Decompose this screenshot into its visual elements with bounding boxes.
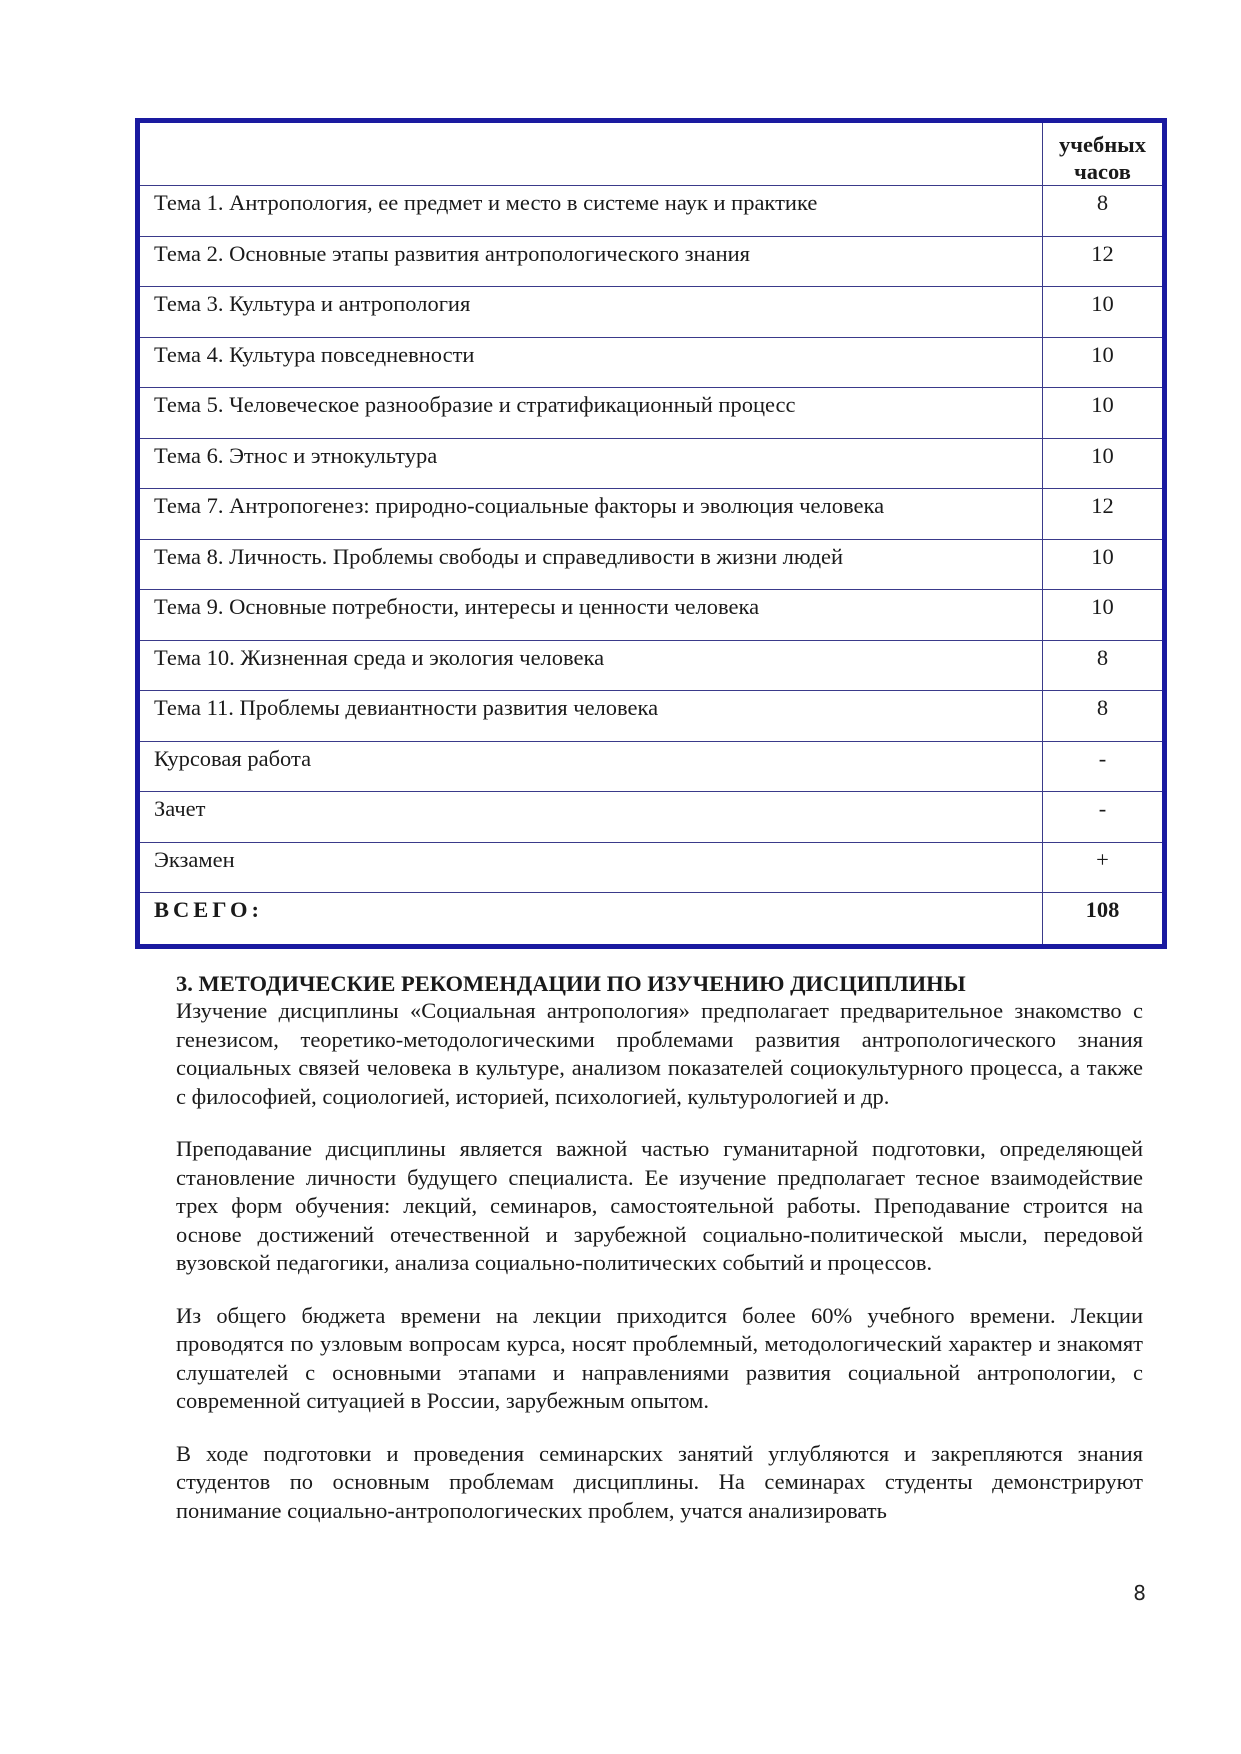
table-row: [140, 338, 1162, 389]
table-row: [140, 742, 1162, 793]
total-label: ВСЕГО:: [154, 897, 264, 922]
header-hours-line2: часов: [1074, 159, 1131, 184]
topic-cell: Зачет: [140, 792, 1043, 842]
paragraph: В ходе подготовки и проведения семинарских занятий углубляются и закрепляются знания студентов по основным проблемам дисциплины. На семинарах студенты демонстрируют понимание социально-антропологических проблем, учатся анализировать: [176, 1440, 1143, 1523]
table-row: [140, 691, 1162, 742]
topic-cell: Тема 9. Основные потребности, интересы и ценности человека: [140, 590, 1043, 640]
topic-cell: Тема 8. Личность. Проблемы свободы и справедливости в жизни людей: [140, 540, 1043, 590]
hours-cell: 10: [1091, 291, 1114, 316]
topic-cell: Тема 5. Человеческое разнообразие и стратификационный процесс: [140, 388, 1043, 438]
methodical-recommendations-section: [176, 970, 1143, 1549]
table-header-row: [140, 123, 1162, 186]
table-row: [140, 792, 1162, 843]
hours-cell: 8: [1096, 644, 1109, 670]
page-number: 8: [1133, 1581, 1146, 1605]
topic-cell: Тема 10. Жизненная среда и экология человека: [140, 641, 1043, 691]
hours-cell: 10: [1091, 341, 1114, 367]
header-hours-cell: [1043, 123, 1162, 185]
topic-cell: Тема 4. Культура повседневности: [140, 338, 1043, 388]
table-total-row: [140, 893, 1162, 944]
table-row: [140, 489, 1162, 540]
topic-cell: Экзамен: [140, 843, 1043, 893]
hours-table: [135, 118, 1167, 949]
hours-cell: 8: [1096, 190, 1109, 215]
paragraph: Из общего бюджета времени на лекции приходится более 60% учебного времени. Лекции проводятся по узловым вопросам курса, носят проблемный, методологический характер и знакомят слушателей с основными этапами и направлениями развития социальной антропологии, с современной ситуацией в России, зарубежным опытом.: [176, 1302, 1143, 1413]
topic-cell: Тема 7. Антропогенез: природно-социальные факторы и эволюция человека: [140, 489, 1043, 539]
paragraph: Изучение дисциплины «Социальная антропология» предполагает предварительное знакомство с генезисом, теоретико-методологическими проблемами развития антропологического знания социальных связей человека в культуре, анализом показателей социокультурного процесса, а также с философией, социологией, историей, психологией, культурологией и др.: [176, 998, 1143, 1109]
table-row: [140, 388, 1162, 439]
table-row: [140, 237, 1162, 288]
topic-cell: Тема 3. Культура и антропология: [140, 287, 1043, 337]
table-row: [140, 590, 1162, 641]
hours-cell: 10: [1091, 543, 1114, 569]
table-row: [140, 540, 1162, 591]
hours-cell: 10: [1091, 594, 1114, 619]
topic-cell: Тема 11. Проблемы девиантности развития человека: [140, 691, 1043, 741]
total-hours-cell: 108: [1085, 897, 1120, 922]
hours-cell: -: [1098, 796, 1107, 821]
hours-cell: 10: [1091, 392, 1114, 417]
hours-cell: -: [1098, 745, 1107, 771]
hours-cell: 8: [1096, 695, 1109, 720]
topic-cell: Тема 1. Антропология, ее предмет и место в системе наук и практике: [140, 186, 1043, 236]
section-heading: 3. МЕТОДИЧЕСКИЕ РЕКОМЕНДАЦИИ ПО ИЗУЧЕНИЮ ДИСЦИПЛИНЫ: [176, 971, 966, 996]
total-label-cell: [140, 893, 1043, 944]
hours-cell: 10: [1091, 442, 1114, 468]
topic-cell: Тема 6. Этнос и этнокультура: [140, 439, 1043, 489]
hours-cell: 12: [1091, 240, 1114, 266]
table-row: [140, 186, 1162, 237]
topic-cell: Тема 2. Основные этапы развития антропологического знания: [140, 237, 1043, 287]
table-row: [140, 641, 1162, 692]
table-row: [140, 439, 1162, 490]
paragraph: Преподавание дисциплины является важной частью гуманитарной подготовки, определяющей становление личности будущего специалиста. Ее изучение предполагает тесное взаимодействие трех форм обучения: лекций, семинаров, самостоятельной работы. Преподавание строится на основе достижений отечественной и зарубежной социально-политической мысли, передовой вузовской педагогики, анализа социально-политических событий и процессов.: [176, 1136, 1143, 1275]
header-topic-cell: [140, 123, 1043, 185]
hours-cell: +: [1096, 846, 1109, 872]
table-row: [140, 287, 1162, 338]
table-row: [140, 843, 1162, 894]
topic-cell: Курсовая работа: [140, 742, 1043, 792]
hours-cell: 12: [1091, 493, 1114, 518]
header-hours-line1: учебных: [1059, 132, 1146, 157]
